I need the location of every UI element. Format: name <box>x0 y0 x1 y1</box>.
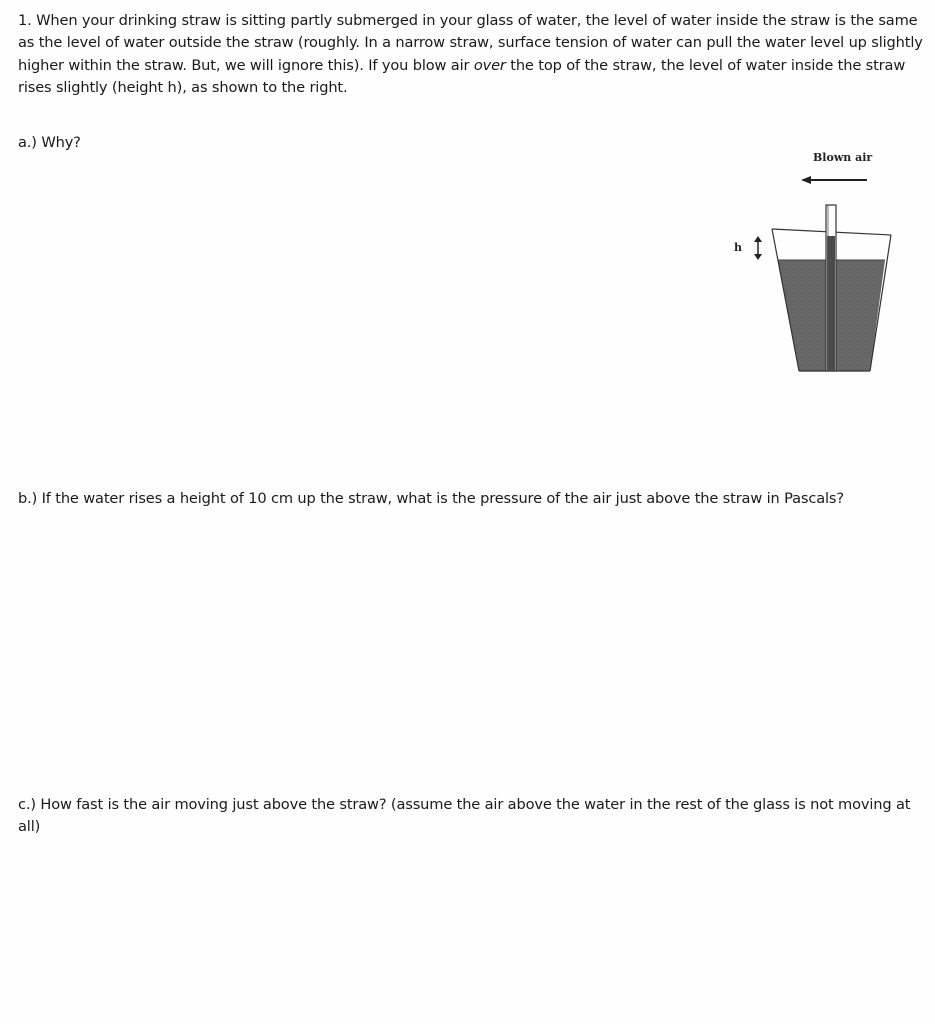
intro-text-part2: the top of the straw, the level of water inside the straw rises slightly (height h), as shown to the right. <box>18 56 906 97</box>
double-arrow-icon <box>754 236 762 260</box>
height-label: h <box>734 241 742 254</box>
straw-glass-diagram <box>725 143 905 383</box>
question-part-b: b.) If the water rises a height of 10 cm up the straw, what is the pressure of the air just above the straw in Pascals? <box>18 490 844 507</box>
straw-glass-figure <box>725 143 905 383</box>
straw <box>826 205 836 371</box>
intro-emphasis: over <box>473 56 506 74</box>
question-part-c: c.) How fast is the air moving just above the straw? (assume the air above the water in the rest of the glass is not moving at all) <box>18 796 911 836</box>
question-part-a: a.) Why? <box>18 134 81 151</box>
question-1-intro <box>18 10 923 100</box>
blown-air-label: Blown air <box>813 151 873 164</box>
intro-text-part1: 1. When your drinking straw is sitting partly submerged in your glass of water, the level of water inside the straw is the same as the level of water outside the straw (roughly. In a narrow straw, surface tension of water can pull the water level up slightly higher within the straw. But, we will ignore this). If you blow air <box>18 12 923 74</box>
blown-air-arrow-icon <box>801 176 867 184</box>
